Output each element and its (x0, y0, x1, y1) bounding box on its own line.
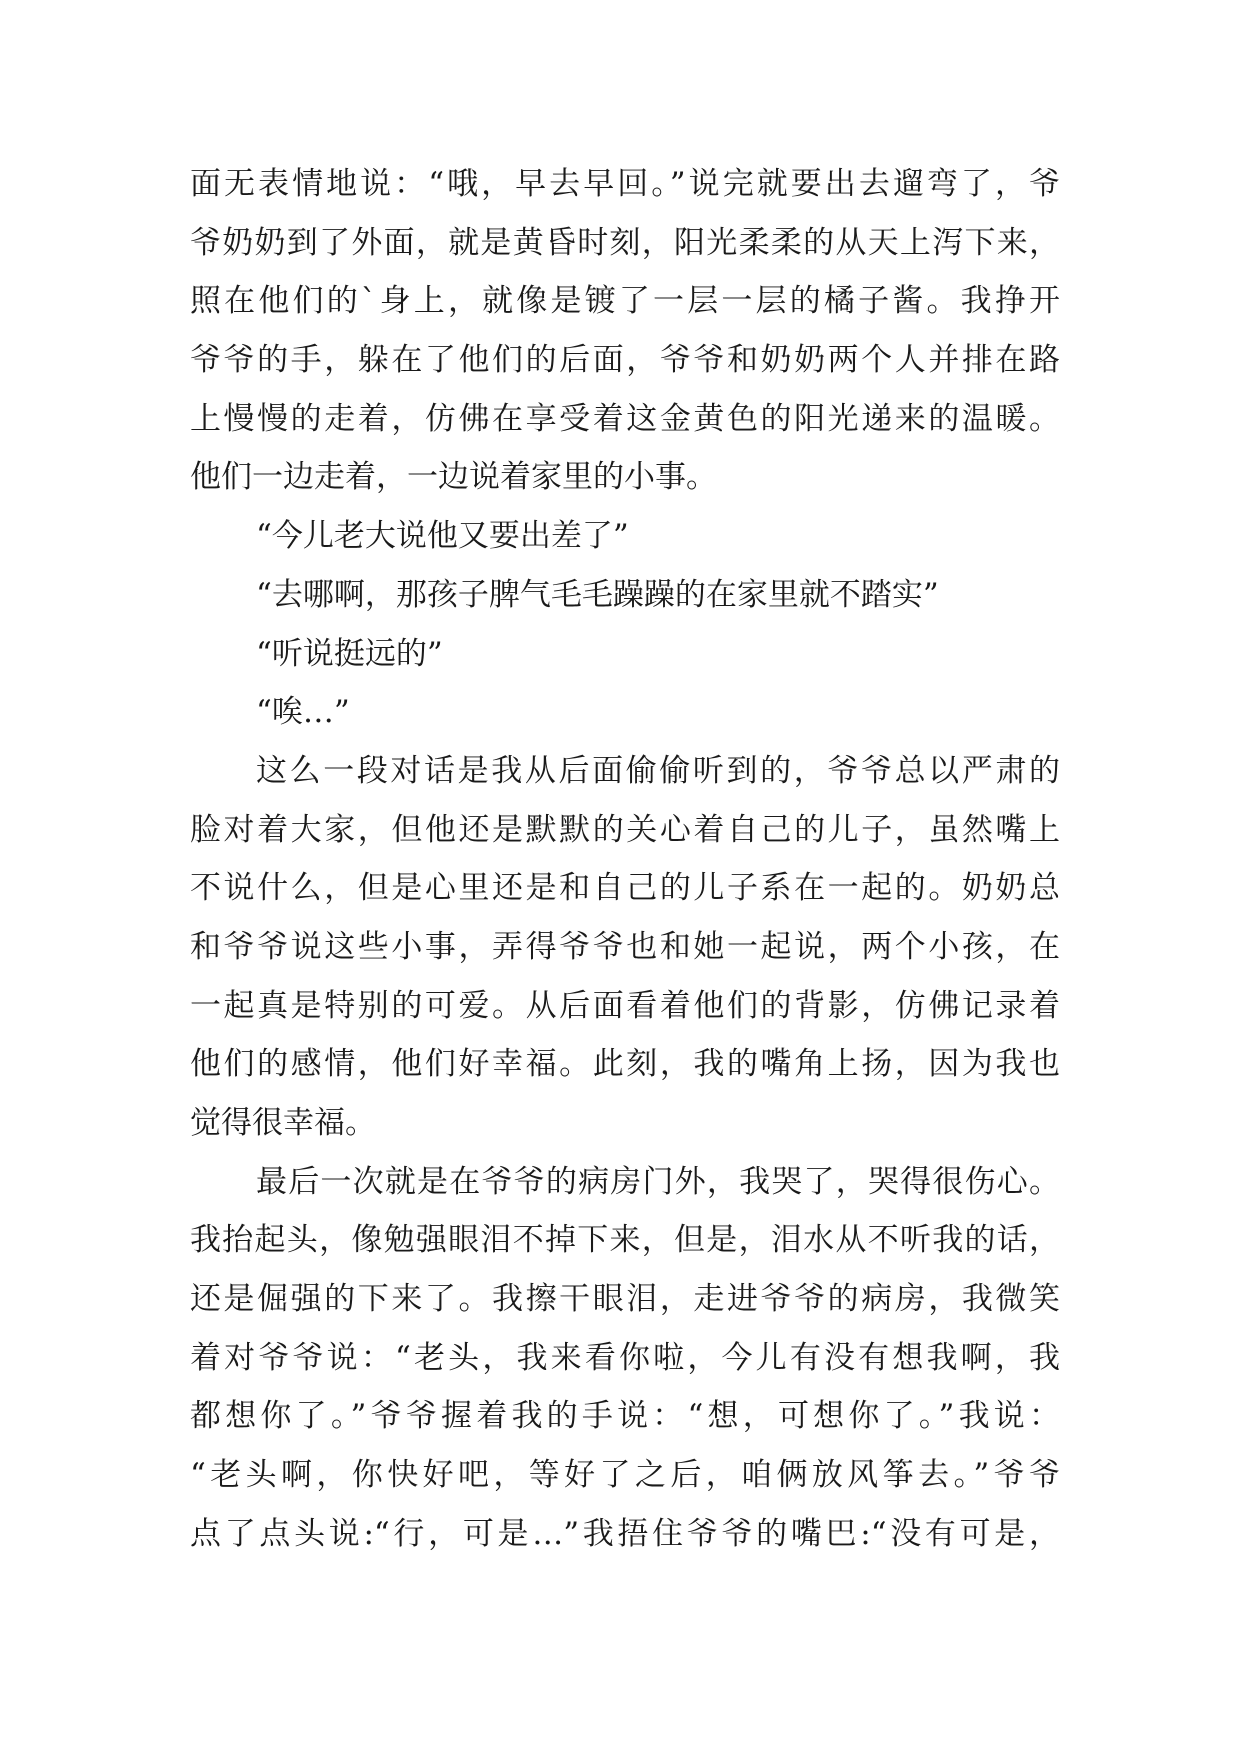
text-line: 脸对着大家，但他还是默默的关心着自己的儿子，虽然嘴上 (190, 811, 1060, 848)
text-line: 不说什么，但是心里还是和自己的儿子系在一起的。奶奶总 (190, 870, 1060, 907)
body-text (190, 155, 1060, 1564)
text-line: 最后一次就是在爷爷的病房门外，我哭了，哭得很伤心。 (256, 1163, 1060, 1200)
text-line: 这么一段对话是我从后面偷偷听到的，爷爷总以严肃的 (256, 752, 1060, 789)
text-line: 他们一边走着，一边说着家里的小事。 (190, 459, 717, 496)
text-line: 都想你了。”爷爷握着我的手说：“想，可想你了。”我说： (190, 1398, 1060, 1435)
dialogue-line: “去哪啊，那孩子脾气毛毛躁躁的在家里就不踏实” (256, 576, 939, 613)
text-line: 爷奶奶到了外面，就是黄昏时刻，阳光柔柔的从天上泻下来， (190, 224, 1060, 261)
text-line: 觉得很幸福。 (190, 1105, 376, 1141)
text-line: 他们的感情，他们好幸福。此刻，我的嘴角上扬，因为我也 (190, 1046, 1060, 1083)
text-line: 上慢慢的走着，仿佛在享受着这金黄色的阳光递来的温暖。 (190, 400, 1060, 437)
text-line: 爷爷的手，躲在了他们的后面，爷爷和奶奶两个人并排在路 (190, 342, 1060, 379)
text-line: 照在他们的`身上，就像是镀了一层一层的橘子酱。我挣开 (190, 283, 1060, 320)
text-line: “老头啊，你快好吧，等好了之后，咱俩放风筝去。”爷爷 (190, 1457, 1060, 1494)
dialogue-line: “唉…” (256, 694, 350, 731)
dialogue-line: “听说挺远的” (256, 635, 443, 672)
text-line: 一起真是特别的可爱。从后面看着他们的背影，仿佛记录着 (190, 987, 1060, 1024)
dialogue-line: “今儿老大说他又要出差了” (256, 518, 629, 555)
text-line: 点了点头说:“行，可是…”我捂住爷爷的嘴巴:“没有可是， (190, 1515, 1060, 1552)
text-line: 还是倔强的下来了。我擦干眼泪，走进爷爷的病房，我微笑 (190, 1281, 1060, 1318)
text-line: 着对爷爷说：“老头，我来看你啦，今儿有没有想我啊，我 (190, 1339, 1060, 1376)
text-line: 和爷爷说这些小事，弄得爷爷也和她一起说，两个小孩，在 (190, 928, 1060, 965)
text-line: 我抬起头，像勉强眼泪不掉下来，但是，泪水从不听我的话， (190, 1222, 1060, 1259)
text-line: 面无表情地说：“哦，早去早回。”说完就要出去遛弯了，爷 (190, 166, 1060, 202)
